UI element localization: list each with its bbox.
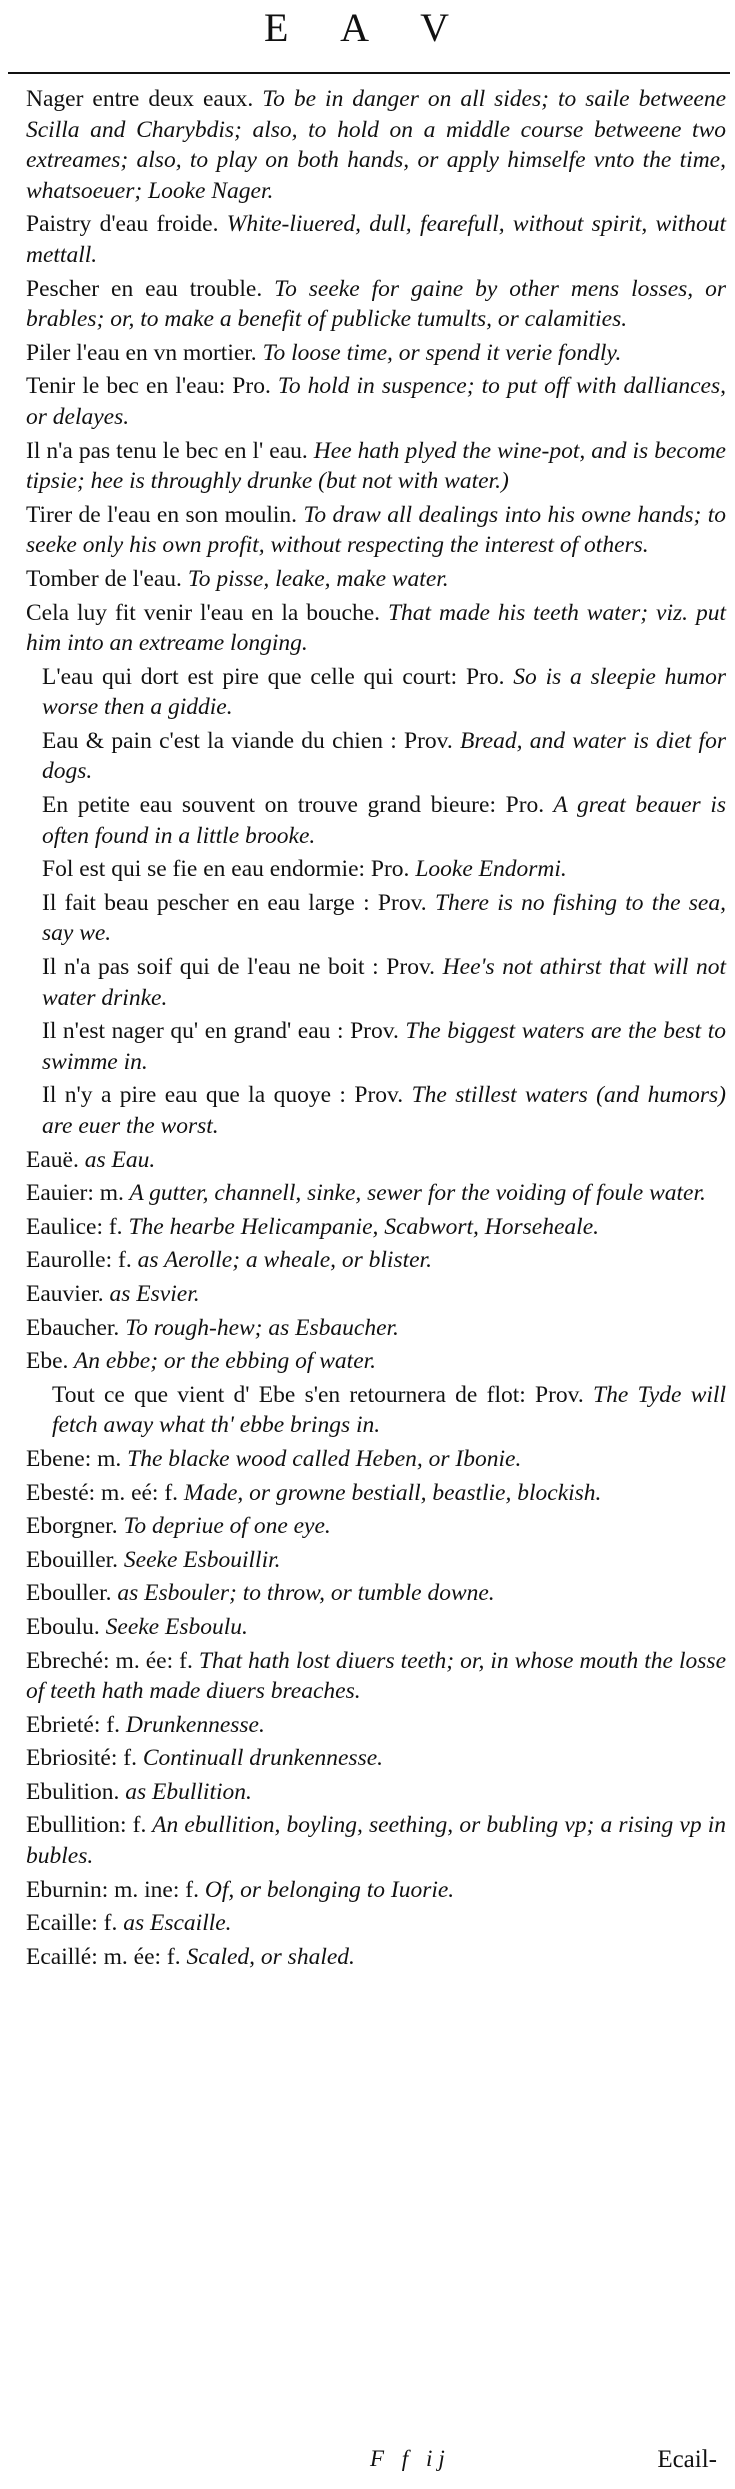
- entry-headword: En petite eau souvent on trouve grand bieure: Pro.: [42, 792, 545, 819]
- entry-definition: as Ebullition.: [119, 1778, 252, 1805]
- dictionary-entry: [26, 1346, 726, 1377]
- entry-headword: Ebaucher.: [26, 1314, 120, 1341]
- entry-headword: Cela luy fit venir l'eau en la bouche.: [26, 599, 381, 626]
- dictionary-entry: [42, 888, 726, 949]
- entry-headword: Tenir le bec en l'eau: Pro.: [26, 373, 271, 400]
- entry-headword: Ebesté: m. eé: f.: [26, 1479, 179, 1506]
- dictionary-entry: [26, 436, 726, 497]
- entry-headword: Ecaillé: m. ée: f.: [26, 1943, 181, 1970]
- entry-headword: Tirer de l'eau en son moulin.: [26, 501, 298, 528]
- entry-definition: Continuall drunkennesse.: [136, 1745, 384, 1772]
- entry-headword: Il n'a pas tenu le bec en l' eau.: [26, 437, 308, 464]
- entry-definition: An ebbe; or the ebbing of water.: [68, 1348, 377, 1375]
- dictionary-entry: [26, 1245, 726, 1276]
- entry-definition: as Esvier.: [103, 1280, 200, 1307]
- dictionary-entry: [26, 1478, 726, 1509]
- entry-definition: To depriue of one eye.: [117, 1513, 331, 1540]
- dictionary-entry: [26, 1612, 726, 1643]
- entry-definition: To draw all dealings into his owne hands; to seeke only his own profit, without respecting the interest of others.: [26, 501, 727, 559]
- dictionary-entry: [26, 1942, 726, 1973]
- entry-definition: The stillest waters (and humors) are euer the worst.: [42, 1082, 726, 1139]
- dictionary-entry: [26, 500, 726, 561]
- dictionary-entry: [26, 1777, 726, 1808]
- entry-definition: There is no fishing to the sea, say we.: [42, 889, 726, 947]
- entry-definition: as Eau.: [78, 1146, 156, 1173]
- entry-definition: Seeke Esboulu.: [99, 1613, 248, 1640]
- entry-definition: That made his teeth water; viz. put him into an extreame longing.: [26, 599, 726, 657]
- entry-headword: Fol est qui se fie en eau endormie: Pro.: [42, 856, 410, 883]
- dictionary-entry: [26, 598, 726, 659]
- dictionary-entry: [52, 1380, 726, 1441]
- dictionary-entry: [26, 1444, 726, 1475]
- entry-headword: Ebe.: [26, 1348, 69, 1375]
- dictionary-entry: [26, 1511, 726, 1542]
- catchword: Ecail-: [657, 2446, 717, 2473]
- entry-definition: Drunkennesse.: [119, 1711, 265, 1738]
- entry-definition: A gutter, channell, sinke, sewer for the voiding of foule water.: [123, 1180, 706, 1207]
- dictionary-entry: [26, 1313, 726, 1344]
- running-header: [0, 0, 735, 68]
- entry-headword: Ebullition: f.: [26, 1812, 147, 1839]
- entry-headword: Ecaille: f.: [26, 1910, 118, 1937]
- entry-definition: To rough-hew; as Esbaucher.: [119, 1314, 399, 1341]
- entry-definition: Bread, and water is diet for dogs.: [42, 727, 726, 785]
- entry-headword: Il n'a pas soif qui de l'eau ne boit : Prov.: [42, 954, 436, 981]
- entry-headword: Tomber de l'eau.: [26, 565, 182, 592]
- entry-headword: Ebouller.: [26, 1580, 112, 1607]
- entry-headword: Il n'y a pire eau que la quoye : Prov.: [42, 1082, 404, 1109]
- dictionary-entry: [26, 1578, 726, 1609]
- entry-headword: Il n'est nager qu' en grand' eau : Prov.: [42, 1018, 399, 1045]
- entry-definition: Scaled, or shaled.: [180, 1943, 355, 1970]
- entry-headword: Ebene: m.: [26, 1445, 122, 1472]
- dictionary-entry: [42, 1016, 726, 1077]
- entry-definition: Seeke Esbouillir.: [118, 1546, 281, 1573]
- dictionary-entry: [26, 564, 726, 595]
- entry-definition: To hold in suspence; to put off with dalliances, or delayes.: [26, 373, 726, 430]
- entry-definition: To loose time, or spend it verie fondly.: [256, 339, 622, 366]
- entry-definition: as Esbouler; to throw, or tumble downe.: [111, 1580, 495, 1607]
- entry-headword: Nager entre deux eaux.: [26, 86, 254, 112]
- dictionary-entry: [26, 1646, 726, 1707]
- dictionary-entry: [42, 726, 726, 787]
- dictionary-entry: [42, 952, 726, 1013]
- entry-definition: White-liuered, dull, fearefull, without spirit, without mettall.: [26, 211, 726, 268]
- entry-headword: Ebrieté: f.: [26, 1711, 120, 1738]
- dictionary-entry: [26, 84, 726, 206]
- entry-headword: Ebreché: m. ée: f.: [26, 1647, 193, 1674]
- entry-headword: Ebouiller.: [26, 1546, 119, 1573]
- dictionary-entry: [26, 1908, 726, 1939]
- dictionary-entry: [42, 854, 726, 885]
- entry-definition: Made, or growne bestiall, beastlie, blockish.: [178, 1479, 602, 1506]
- entry-headword: Eburnin: m. ine: f.: [26, 1876, 199, 1903]
- dictionary-entry: [42, 790, 726, 851]
- dictionary-entry: [42, 1080, 726, 1141]
- entry-definition: To pisse, leake, make water.: [181, 565, 449, 592]
- entry-definition: The biggest waters are the best to swimme in.: [42, 1018, 727, 1075]
- dictionary-entry: [26, 1279, 726, 1310]
- entry-headword: Piler l'eau en vn mortier.: [26, 339, 257, 366]
- signature-mark: F f ij: [370, 2446, 451, 2471]
- entry-definition: Hee's not athirst that will not water drinke.: [42, 954, 726, 1011]
- entry-definition: Looke Endormi.: [409, 856, 567, 883]
- entry-headword: L'eau qui dort est pire que celle qui court: Pro.: [42, 663, 505, 690]
- entry-headword: Eauvier.: [26, 1280, 104, 1307]
- page-title: E A V: [263, 5, 472, 50]
- entry-headword: Ebriosité: f.: [26, 1745, 137, 1772]
- entry-definition: Of, or belonging to Iuorie.: [198, 1876, 455, 1903]
- entry-headword: Il fait beau pescher en eau large : Prov.: [42, 889, 427, 916]
- entry-definition: To be in danger on all sides; to saile betweene Scilla and Charybdis; also, to hold on a middle course betweene two extreames; also, to play on both hands, or apply himselfe vnto the time, whatsoeuer; Looke Nager.: [26, 86, 727, 204]
- entry-list: [26, 84, 726, 1975]
- dictionary-entry: [42, 662, 726, 723]
- dictionary-entry: [26, 338, 726, 369]
- dictionary-entry: [26, 1743, 726, 1774]
- entry-definition: The blacke wood called Heben, or Ibonie.: [121, 1445, 522, 1472]
- entry-definition: A great beauer is often found in a little brooke.: [42, 792, 727, 849]
- page-footer: [0, 2446, 735, 2486]
- dictionary-entry: [26, 1145, 726, 1176]
- entry-definition: So is a sleepie humor worse then a giddie.: [42, 663, 726, 721]
- entry-headword: Ebulition.: [26, 1778, 120, 1805]
- dictionary-entry: [26, 1212, 726, 1243]
- entry-definition: To seeke for gaine by other mens losses, or brables; or, to make a benefit of publicke tumults, or calamities.: [26, 275, 727, 333]
- entry-definition: An ebullition, boyling, seething, or bubling vp; a rising vp in bubles.: [26, 1812, 727, 1870]
- dictionary-entry: [26, 1875, 726, 1906]
- entry-definition: Hee hath plyed the wine-pot, and is become tipsie; hee is throughly drunke (but not with water.): [26, 437, 726, 495]
- entry-headword: Eauë.: [26, 1146, 79, 1173]
- entry-headword: Eaulice: f.: [26, 1213, 123, 1240]
- dictionary-entry: [26, 1810, 726, 1871]
- dictionary-entry: [26, 1710, 726, 1741]
- entry-definition: as Aerolle; a wheale, or blister.: [131, 1247, 432, 1274]
- entry-headword: Paistry d'eau froide.: [26, 211, 219, 238]
- entry-headword: Pescher en eau trouble.: [26, 275, 263, 302]
- header-rule: [8, 72, 730, 74]
- dictionary-entry: [26, 1545, 726, 1576]
- dictionary-entry: [26, 1178, 726, 1209]
- entry-definition: That hath lost diuers teeth; or, in whose mouth the losse of teeth hath made diuers breaches.: [26, 1647, 726, 1705]
- entry-headword: Tout ce que vient d' Ebe s'en retournera de flot: Prov.: [52, 1381, 584, 1408]
- entry-headword: Eborgner.: [26, 1513, 118, 1540]
- dictionary-entry: [26, 274, 726, 335]
- entry-headword: Eauier: m.: [26, 1180, 124, 1207]
- dictionary-entry: [26, 371, 726, 432]
- entry-headword: Eaurolle: f.: [26, 1247, 132, 1274]
- entry-definition: The hearbe Helicampanie, Scabwort, Horseheale.: [122, 1213, 599, 1240]
- entry-definition: as Escaille.: [117, 1910, 232, 1937]
- entry-headword: Eau & pain c'est la viande du chien : Prov.: [42, 727, 453, 754]
- entry-definition: The Tyde will fetch away what th' ebbe brings in.: [52, 1381, 726, 1439]
- dictionary-entry: [26, 209, 726, 270]
- entry-headword: Eboulu.: [26, 1613, 100, 1640]
